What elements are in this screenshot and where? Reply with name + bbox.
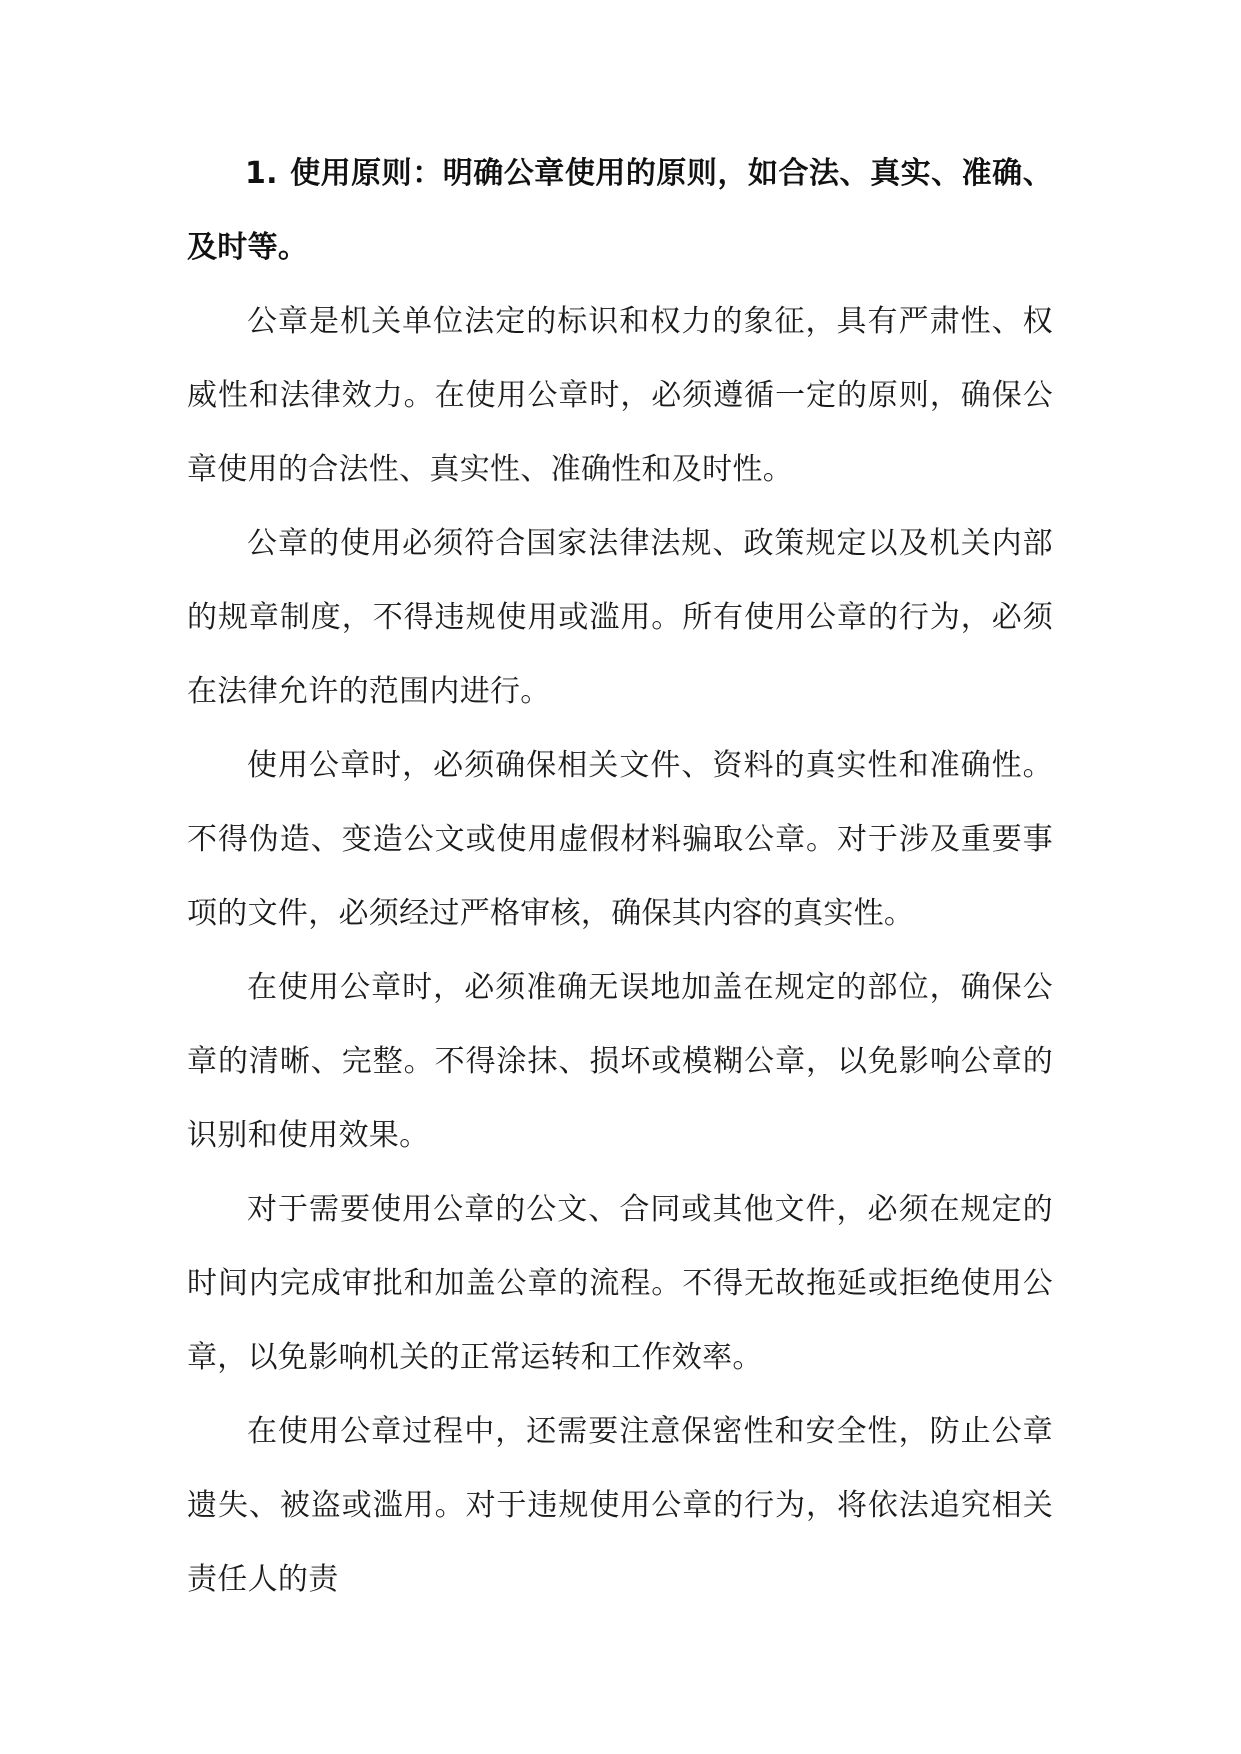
paragraph-2: 公章的使用必须符合国家法律法规、政策规定以及机关内部的规章制度，不得违规使用或滥用。所有使用公章的行为，必须在法律允许的范围内进行。: [187, 526, 1053, 709]
paragraph-6: 在使用公章过程中，还需要注意保密性和安全性，防止公章遗失、被盗或滥用。对于违规使用公章的行为，将依法追究相关责任人的责: [187, 1414, 1053, 1597]
paragraph-1: 公章是机关单位法定的标识和权力的象征，具有严肃性、权威性和法律效力。在使用公章时，必须遵循一定的原则，确保公章使用的合法性、真实性、准确性和及时性。: [187, 304, 1053, 487]
paragraph-4: 在使用公章时，必须准确无误地加盖在规定的部位，确保公章的清晰、完整。不得涂抹、损坏或模糊公章，以免影响公章的识别和使用效果。: [187, 970, 1053, 1153]
section-heading: [187, 137, 1053, 285]
section-number: 1.: [245, 156, 278, 191]
paragraph-5: 对于需要使用公章的公文、合同或其他文件，必须在规定的时间内完成审批和加盖公章的流程。不得无故拖延或拒绝使用公章，以免影响机关的正常运转和工作效率。: [187, 1192, 1053, 1375]
section-heading-text: 使用原则：明确公章使用的原则，如合法、真实、准确、及时等。: [187, 156, 1053, 265]
paragraph-3: 使用公章时，必须确保相关文件、资料的真实性和准确性。不得伪造、变造公文或使用虚假材料骗取公章。对于涉及重要事项的文件，必须经过严格审核，确保其内容的真实性。: [187, 748, 1053, 931]
document-body: [187, 137, 1053, 1617]
